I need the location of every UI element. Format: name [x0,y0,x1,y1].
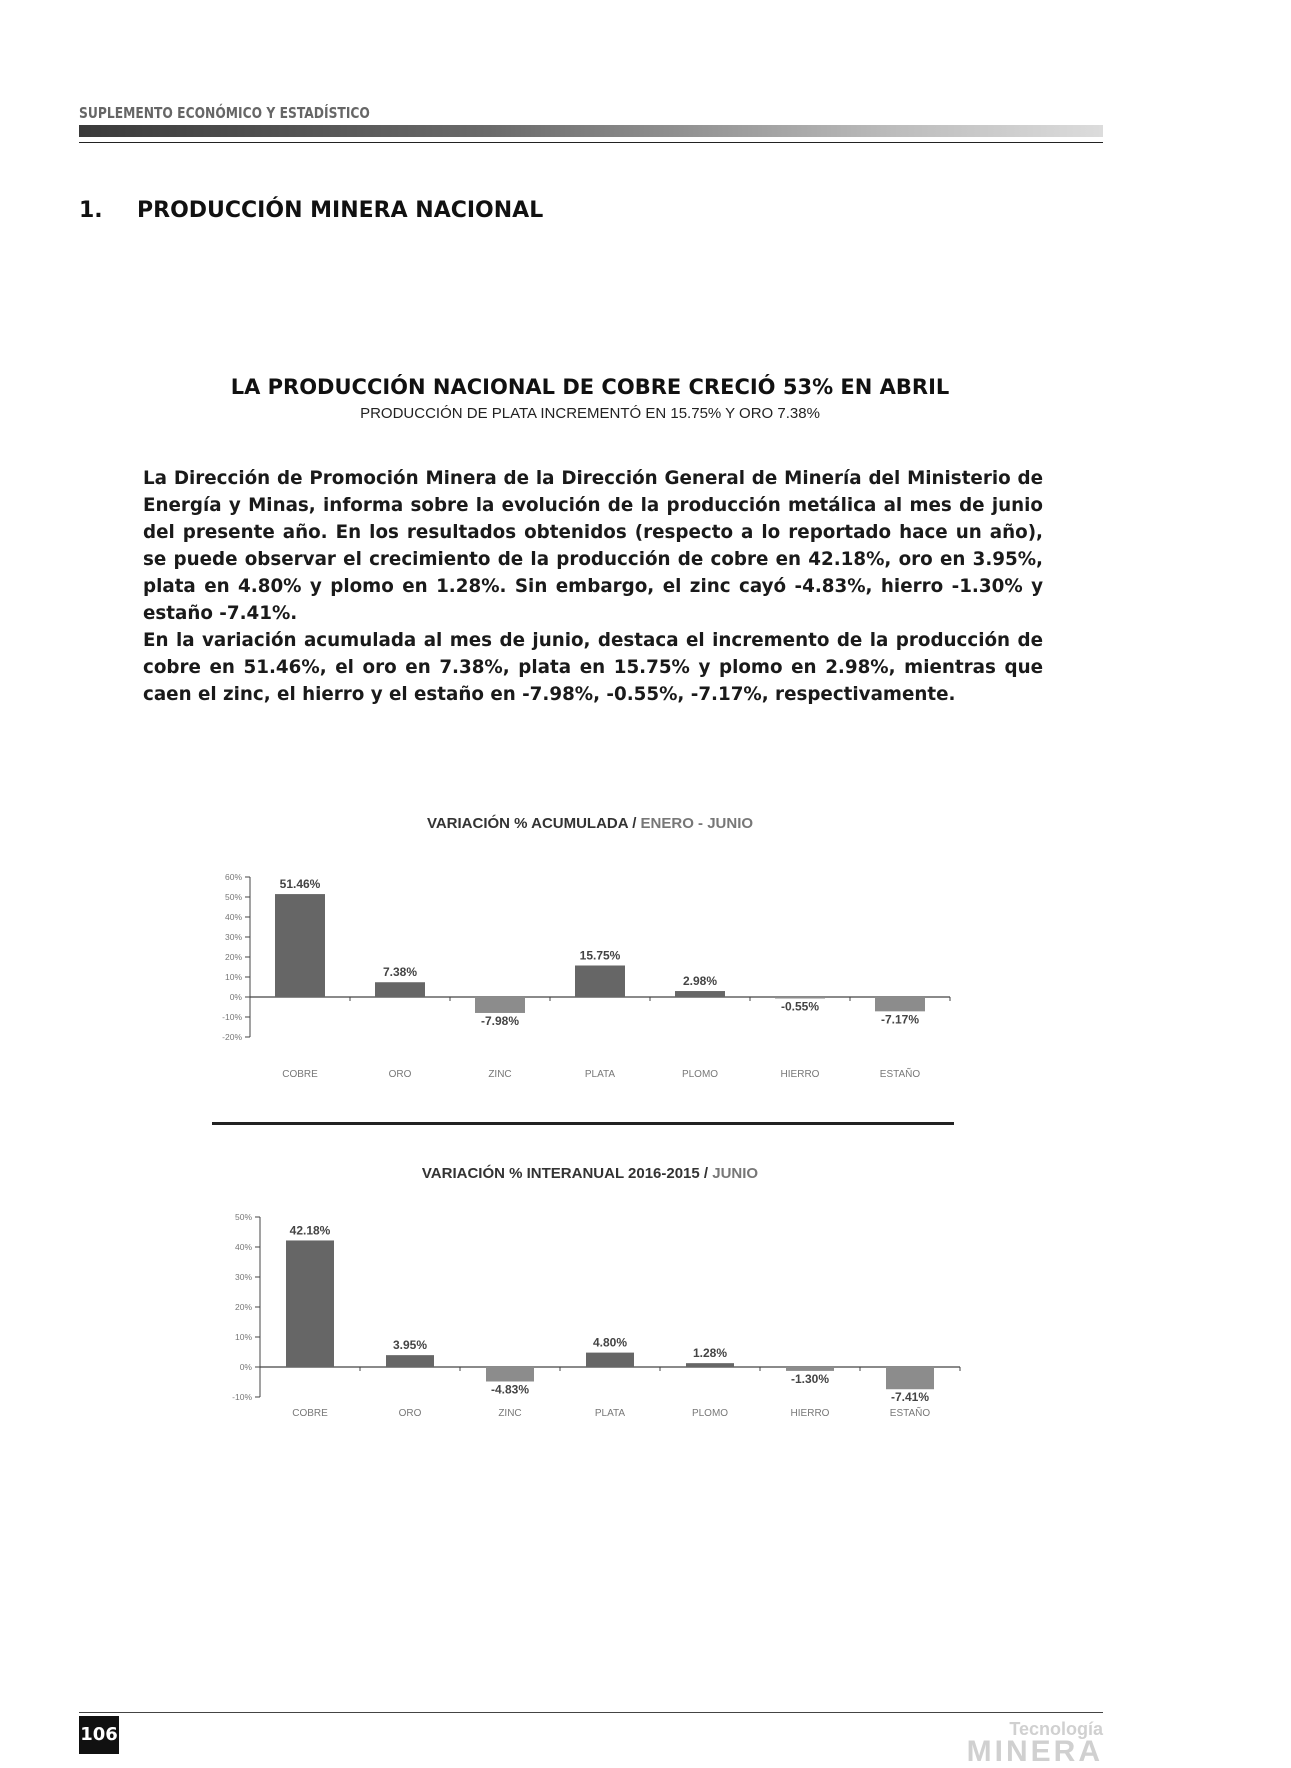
category-label: HIERRO [790,1408,830,1419]
chart-2 [210,1205,970,1420]
y-tick-label: 10% [234,1332,252,1342]
paragraph-1: La Dirección de Promoción Minera de la Dirección General de Minería del Ministerio de Energía y Minas, informa sobre la evolución de la producción metálica al mes de junio del presente año. En los resultados obtenidos (respecto a lo reportado hace un año), se puede observar el crecimiento de la producción de cobre en 42.18%, oro en 3.95%, plata en 4.80% y plomo en 1.28%. Sin embargo, el zinc cayó -4.83%, hierro -1.30% y estaño -7.41%. [143,468,1043,624]
bar-zinc [486,1367,534,1381]
y-tick-label: 40% [234,1242,252,1252]
y-tick-label: 30% [234,1272,252,1282]
bar-cobre [275,894,325,997]
data-label: 7.38% [382,965,418,980]
data-label: -7.41% [890,1390,930,1405]
data-label: -1.30% [790,1371,830,1386]
bar-estaño [886,1367,934,1389]
chart-1-title-accent: ENERO - JUNIO [640,815,754,832]
category-label: PLATA [594,1408,626,1419]
article-title: LA PRODUCCIÓN NACIONAL DE COBRE CRECIÓ 53% EN ABRIL [230,375,950,399]
data-label: -0.55% [780,999,820,1014]
data-label: 15.75% [579,948,621,963]
category-label: PLATA [584,1069,616,1080]
bar-hierro [775,997,825,999]
data-label: -4.83% [490,1382,530,1397]
y-tick-label: 40% [224,912,242,922]
category-label: COBRE [292,1408,328,1419]
publication-logo [967,1720,1103,1766]
bar-plata [586,1353,634,1367]
y-tick-label: 0% [229,992,242,1002]
bar-cobre [286,1240,334,1367]
y-tick-label: 30% [224,932,242,942]
y-tick-label: -10% [222,1012,242,1022]
y-tick-label: 20% [224,952,242,962]
chart-1-title-main: VARIACIÓN % ACUMULADA / [426,815,641,832]
bar-plata [575,966,625,998]
section-heading [79,198,543,223]
data-label: 42.18% [289,1223,331,1238]
y-tick-label: 20% [234,1302,252,1312]
chart-separator [212,1122,954,1125]
category-label: ORO [398,1408,422,1419]
category-label: HIERRO [780,1069,820,1080]
logo-line-2: MINERA [966,1735,1103,1768]
header-rule [79,142,1103,143]
y-tick-label: 50% [234,1212,252,1222]
header-label: SUPLEMENTO ECONÓMICO Y ESTADÍSTICO [79,104,370,122]
logo-line-1: Tecnología [1009,1719,1103,1739]
category-label: PLOMO [681,1069,719,1080]
bar-zinc [475,997,525,1013]
data-label: 4.80% [592,1335,628,1350]
bar-plomo [686,1363,734,1367]
y-tick-label: -20% [222,1032,242,1042]
y-tick-label: 50% [224,892,242,902]
article-body [143,465,1043,708]
section-number: 1. [79,198,103,223]
data-label: 2.98% [682,974,718,989]
y-tick-label: -10% [232,1392,252,1402]
chart-2-title [0,1165,1180,1182]
paragraph-2: En la variación acumulada al mes de junio, destaca el incremento de la producción de cobre en 51.46%, el oro en 7.38%, plata en 15.75% y plomo en 2.98%, mientras que caen el zinc, el hierro y el estaño en -7.98%, -0.55%, -7.17%, respectivamente. [143,630,1043,705]
chart-1-title [0,815,1180,832]
bar-oro [386,1355,434,1367]
data-label: 3.95% [392,1338,428,1353]
category-label: PLOMO [691,1408,729,1419]
data-label: 1.28% [692,1346,728,1361]
chart-1 [210,865,970,1085]
data-label: 51.46% [279,877,321,892]
y-tick-label: 10% [224,972,242,982]
bar-estaño [875,997,925,1011]
chart-2-title-main: VARIACIÓN % INTERANUAL 2016-2015 / [421,1165,713,1182]
article-subtitle: PRODUCCIÓN DE PLATA INCREMENTÓ EN 15.75% Y ORO 7.38% [360,405,820,422]
bar-plomo [675,991,725,997]
category-label: COBRE [282,1069,318,1080]
data-label: -7.17% [880,1012,920,1027]
section-title: PRODUCCIÓN MINERA NACIONAL [137,198,544,223]
category-label: ORO [388,1069,412,1080]
category-label: ZINC [488,1069,512,1080]
footer-rule [79,1712,1103,1713]
chart-2-title-accent: JUNIO [712,1165,759,1182]
page-number: 106 [79,1716,119,1754]
data-label: -7.98% [480,1013,520,1028]
header-gradient-bar [79,125,1103,137]
y-tick-label: 60% [224,872,242,882]
category-label: ESTAÑO [889,1408,931,1419]
category-label: ESTAÑO [879,1069,921,1080]
bar-hierro [786,1367,834,1371]
y-tick-label: 0% [239,1362,252,1372]
bar-oro [375,982,425,997]
category-label: ZINC [498,1408,522,1419]
